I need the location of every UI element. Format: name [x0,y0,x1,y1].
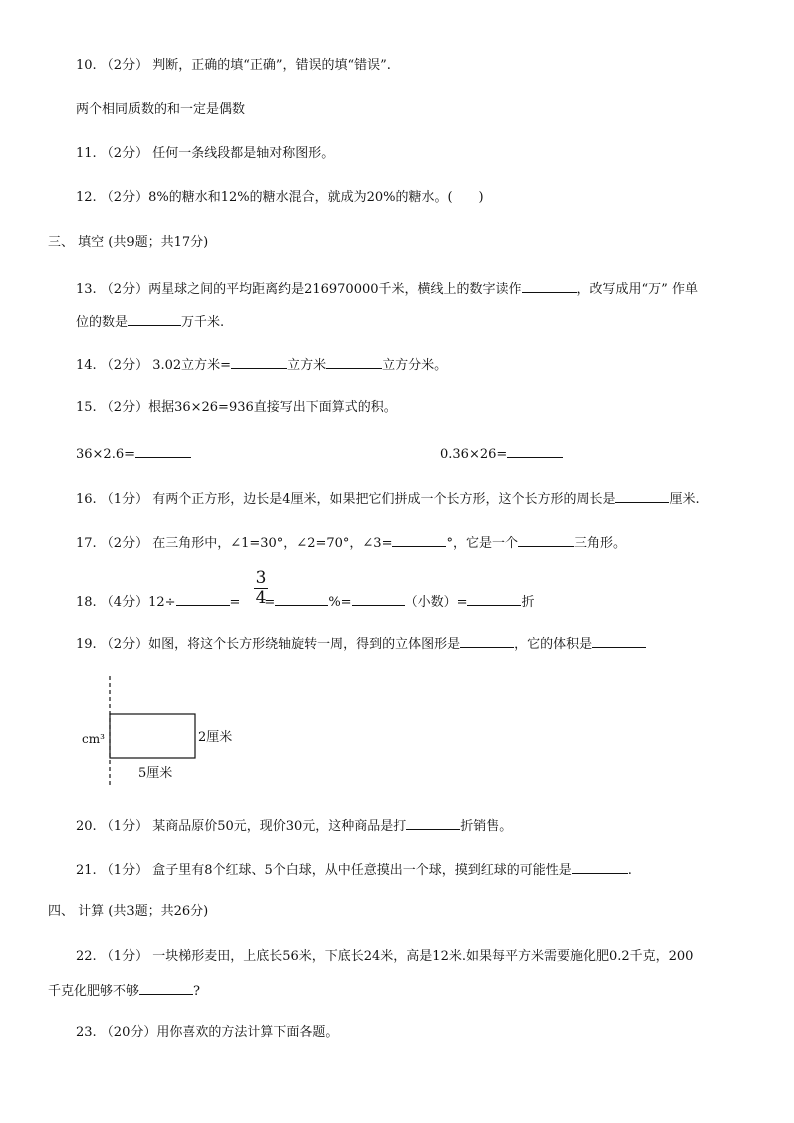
q15-blank-1[interactable] [135,443,191,458]
q17-blank-1[interactable] [392,532,446,547]
fraction-numerator: 3 [255,568,267,588]
q17: 17. （2分） 在三角形中，∠1=30°，∠2=70°，∠3= °，它是一个 三角形。 [76,532,626,553]
q21-blank[interactable] [572,859,628,874]
q19-blank-1[interactable] [460,633,514,648]
q18-blank-1[interactable] [176,591,230,606]
q22-line1: 22. （1分） 一块梯形麦田，上底长56米，下底长24米，高是12米.如果每平方米需要施化肥0.2千克，200 [76,949,694,964]
rectangle-rotation-figure [70,676,270,786]
fig-height-label: 2厘米 [198,730,233,745]
q17-blank-2[interactable] [518,532,574,547]
q18-blank-3[interactable] [352,591,405,606]
q19: 19. （2分）如图，将这个长方形绕轴旋转一周，得到的立体图形是 ，它的体积是 [76,633,646,654]
section-3-heading: 三、 填空 (共9题；共17分) [48,235,209,250]
q18-blank-4[interactable] [467,591,521,606]
q14-blank-2[interactable] [326,354,382,369]
q18-blank-2[interactable] [275,591,328,606]
q14-blank-1[interactable] [231,354,287,369]
rectangle-shape [110,714,195,758]
q13-blank-1[interactable] [522,278,577,293]
q22-blank[interactable] [139,980,193,995]
q23: 23. （20分）用你喜欢的方法计算下面各题。 [76,1025,339,1040]
q13-line2: 位的数是 万千米. [76,311,224,332]
q16-blank[interactable] [615,488,669,503]
q15-part-b: 0.36×26= [440,443,563,464]
q13-blank-2[interactable] [128,311,181,326]
q13-line1: 13. （2分）两星球之间的平均距离约是216970000千米，横线上的数字读作 ，改写成用“万” 作单 [76,278,698,299]
q15-blank-2[interactable] [507,443,563,458]
q20: 20. （1分） 某商品原价50元，现价30元，这种商品是打 折销售。 [76,815,512,836]
fraction-denominator: 4 [255,588,267,608]
q16: 16. （1分） 有两个正方形，边长是4厘米，如果把它们拼成一个长方形，这个长方形的周长是 厘米. [76,488,700,509]
q15-heading: 15. （2分）根据36×26=936直接写出下面算式的积。 [76,400,397,415]
q11: 11. （2分） 任何一条线段都是轴对称图形。 [76,146,335,161]
q10-statement: 两个相同质数的和一定是偶数 [76,102,246,117]
fig-unit-label: cm³ [82,732,105,746]
q21: 21. （1分） 盒子里有8个红球、5个白球，从中任意摸出一个球，摸到红球的可能性是 . [76,859,632,880]
q18-fraction [254,570,268,607]
q14: 14. （2分） 3.02立方米= 立方米 立方分米。 [76,354,447,375]
q10-heading: 10. （2分） 判断，正确的填“正确”，错误的填“错误”. [76,58,391,73]
q18: 18. （4分）12÷ = = %= （小数）= 折 [76,591,535,612]
q20-blank[interactable] [406,815,460,830]
section-4-heading: 四、 计算 (共3题；共26分) [48,904,209,919]
q19-blank-2[interactable] [592,633,646,648]
q15-part-a: 36×2.6= [76,443,191,464]
fig-length-label: 5厘米 [138,766,173,781]
q12: 12. （2分）8%的糖水和12%的糖水混合，就成为20%的糖水。( ) [76,190,484,205]
q22-line2: 千克化肥够不够 ? [48,980,200,1001]
